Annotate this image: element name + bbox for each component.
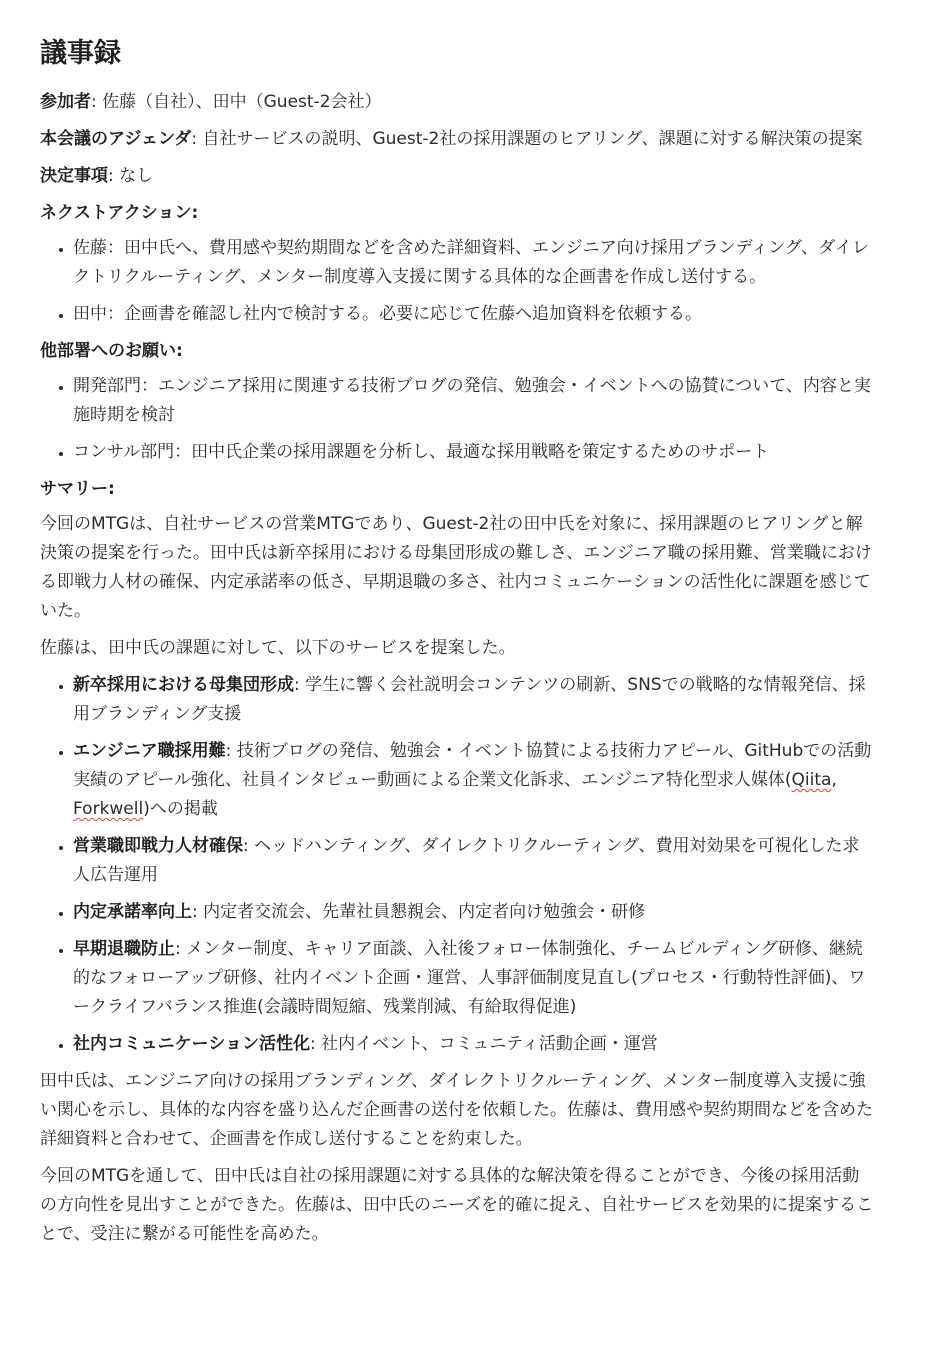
participants-label: 参加者 xyxy=(40,92,91,112)
list-item xyxy=(73,935,875,1022)
proposal-text: , xyxy=(831,770,837,790)
summary-paragraph: 今回のMTGは、自社サービスの営業MTGであり、Guest-2社の田中氏を対象に、採用課題のヒアリングと解決策の提案を行った。田中氏は新卒採用における母集団形成の難しさ、エンジニア職の採用難、営業職における即戦力人材の確保、内定承諾率の低さ、早期退職の多さ、社内コミュニケーションの活性化に課題を感じていた。 xyxy=(40,514,872,621)
decisions-line xyxy=(40,162,875,191)
list-item: • 佐藤：田中氏へ、費用感や契約期間などを含めた詳細資料、エンジニア向け採用ブランディング、ダイレクトリクルーティング、メンター制度導入支援に関する具体的な企画書を作成し送付する。 xyxy=(73,234,875,292)
agenda-label: 本会議のアジェンダ xyxy=(40,129,192,149)
proposal-text: : 学生に響く会社説明会コンテンツの刷新、SNSでの戦略的な情報発信、採用ブランディング支援 xyxy=(73,675,866,724)
participants-value: : 佐藤（自社）、田中（Guest-2会社） xyxy=(91,92,382,112)
page-title: 議事録 xyxy=(40,38,121,69)
summary-paragraph: 田中氏は、エンジニア向けの採用ブランディング、ダイレクトリクルーティング、メンター制度導入支援に強い関心を示し、具体的な内容を盛り込んだ企画書の送付を依頼した。佐藤は、費用感や契約期間などを含めた詳細資料と合わせて、企画書を作成し送付することを約束した。 xyxy=(40,1071,873,1149)
proposal-text: : メンター制度、キャリア面談、入社後フォロー体制強化、チームビルディング研修、継続的なフォローアップ研修、社内イベント企画・運営、人事評価制度見直し(プロセス・行動特性評価)、ワークライフバランス推進(会議時間短縮、残業削減、有給取得促進) xyxy=(73,939,866,1017)
list-item xyxy=(73,1030,875,1059)
proposal-text: )への掲載 xyxy=(143,799,218,819)
list-item: • 田中：企画書を確認し社内で検討する。必要に応じて佐藤へ追加資料を依頼する。 xyxy=(73,300,875,329)
proposal-label: 社内コミュニケーション活性化 xyxy=(73,1034,310,1054)
summary-paragraph: 今回のMTGを通して、田中氏は自社の採用課題に対する具体的な解決策を得ることができ、今後の採用活動の方向性を見出すことができた。佐藤は、田中氏のニーズを的確に捉え、自社サービスを効果的に提案することで、受注に繋がる可能性を高めた。 xyxy=(40,1166,874,1244)
proposal-label: 営業職即戦力人材確保 xyxy=(73,836,243,856)
next-actions-heading: ネクストアクション: xyxy=(40,203,199,223)
spellcheck-word: Qiita xyxy=(791,770,832,790)
list-item: • 開発部門：エンジニア採用に関連する技術ブログの発信、勉強会・イベントへの協賛について、内容と実施時期を検討 xyxy=(73,372,875,430)
proposal-label: エンジニア職採用難 xyxy=(73,741,226,761)
proposal-text: : 技術ブログの発信、勉強会・イベント協賛による技術力アピール、GitHubでの活動実績のアピール強化、社員インタビュー動画による企業文化訴求、エンジニア特化型求人媒体( xyxy=(73,741,872,790)
summary-heading: サマリー: xyxy=(40,479,115,499)
proposal-text: : 社内イベント、コミュニティ活動企画・運営 xyxy=(309,1034,658,1054)
requests-list xyxy=(40,372,875,467)
proposal-text: : 内定者交流会、先輩社員懇親会、内定者向け勉強会・研修 xyxy=(192,902,646,922)
proposal-label: 内定承諾率向上 xyxy=(73,902,192,922)
proposal-label: 新卒採用における母集団形成 xyxy=(73,675,294,695)
list-item xyxy=(73,898,875,927)
list-item xyxy=(73,671,875,729)
summary-paragraph: 佐藤は、田中氏の課題に対して、以下のサービスを提案した。 xyxy=(40,638,516,658)
agenda-value: : 自社サービスの説明、Guest-2社の採用課題のヒアリング、課題に対する解決策の提案 xyxy=(191,129,863,149)
list-item xyxy=(73,737,875,824)
decisions-value: : なし xyxy=(108,166,154,186)
decisions-label: 決定事項 xyxy=(40,166,108,186)
agenda-line xyxy=(40,125,875,154)
list-item xyxy=(73,832,875,890)
spellcheck-word: Forkwell xyxy=(73,799,144,819)
next-actions-list xyxy=(40,234,875,329)
list-item: • コンサル部門：田中氏企業の採用課題を分析し、最適な採用戦略を策定するためのサポート xyxy=(73,438,875,467)
requests-heading: 他部署へのお願い: xyxy=(40,341,183,361)
proposals-list xyxy=(40,671,875,1059)
participants-line xyxy=(40,88,875,117)
proposal-label: 早期退職防止 xyxy=(73,939,175,959)
proposal-text: : ヘッドハンティング、ダイレクトリクルーティング、費用対効果を可視化した求人広告運用 xyxy=(73,836,860,885)
